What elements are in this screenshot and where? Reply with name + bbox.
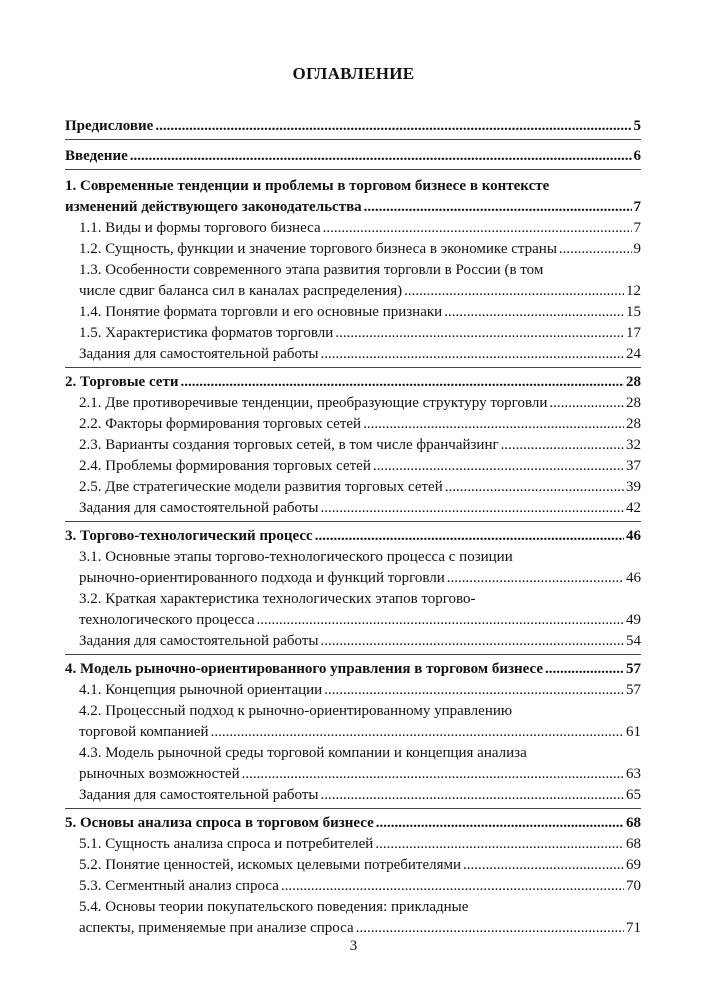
leader-dots: [356, 918, 624, 939]
leader-dots: [242, 764, 624, 785]
toc-page-number: 57: [626, 682, 641, 698]
toc-entry-title: рыночных возможностей: [79, 766, 240, 782]
leader-dots: [463, 855, 624, 876]
toc-entry-2-4[interactable]: [65, 456, 641, 477]
toc-entry-1-1[interactable]: [65, 218, 641, 239]
toc-entry-title: Задания для самостоятельной работы: [79, 633, 319, 649]
toc-entry-chapter-1[interactable]: [65, 176, 641, 218]
toc-entry-title: технологического процесса: [79, 612, 255, 628]
toc-entry-title: 2.4. Проблемы формирования торговых сетей: [79, 458, 371, 474]
toc-page-number: 63: [626, 766, 641, 782]
toc-entry-preface[interactable]: [65, 110, 641, 140]
toc-entry-2-1[interactable]: [65, 393, 641, 414]
toc-entry-title: 5.3. Сегментный анализ спроса: [79, 878, 279, 894]
toc-entry-title: 5. Основы анализа спроса в торговом бизнесе: [65, 815, 374, 831]
toc-entry-title-line: 3.2. Краткая характеристика технологических этапов торгово-: [79, 591, 476, 607]
toc-entry-4-2[interactable]: [65, 701, 641, 743]
toc-entry-5-3[interactable]: [65, 876, 641, 897]
toc-entry-1-4[interactable]: [65, 302, 641, 323]
toc-entry-title-line: 5.4. Основы теории покупательского поведения: прикладные: [79, 899, 469, 915]
toc-chapter-2-group: [65, 368, 641, 522]
toc-entry-title-line: 1.3. Особенности современного этапа развития торговли в России (в том: [79, 262, 544, 278]
toc-entry-title-line: 4.2. Процессный подход к рыночно-ориентированному управлению: [79, 703, 513, 719]
toc-page-number: 68: [626, 815, 641, 831]
toc-entry-1-tasks[interactable]: [65, 344, 641, 365]
toc-entry-5-4[interactable]: [65, 897, 641, 939]
toc-page-number: 32: [626, 437, 641, 453]
toc-page-number: 65: [626, 787, 641, 803]
toc-page-number: 61: [626, 724, 641, 740]
leader-dots: [545, 659, 624, 680]
toc-entry-title: Введение: [65, 148, 128, 164]
leader-dots: [324, 680, 624, 701]
leader-dots: [559, 239, 632, 260]
toc-page-number: 28: [626, 416, 641, 432]
toc-page-number: 37: [626, 458, 641, 474]
toc-entry-title: рыночно-ориентированного подхода и функций торговли: [79, 570, 445, 586]
leader-dots: [375, 834, 624, 855]
leader-dots: [373, 456, 624, 477]
toc-entry-title: 4.1. Концепция рыночной ориентации: [79, 682, 323, 698]
toc-entry-title: 5.2. Понятие ценностей, искомых целевыми потребителями: [79, 857, 462, 873]
toc-entry-4-tasks[interactable]: [65, 785, 641, 806]
toc-page-number: 15: [626, 304, 641, 320]
toc-chapter-5-group: [65, 809, 641, 939]
leader-dots: [281, 876, 624, 897]
toc-chapter-4-group: [65, 655, 641, 809]
toc-entry-title: 2.1. Две противоречивые тенденции, преобразующие структуру торговли: [79, 395, 548, 411]
toc-page-number: 71: [626, 920, 641, 936]
toc-entry-chapter-5[interactable]: [65, 813, 641, 834]
leader-dots: [321, 631, 625, 652]
toc-page-number: 7: [633, 199, 641, 215]
toc-page-number: 39: [626, 479, 641, 495]
leader-dots: [363, 414, 624, 435]
toc-entry-2-tasks[interactable]: [65, 498, 641, 519]
toc-entry-title: 4. Модель рыночно-ориентированного управления в торговом бизнесе: [65, 661, 543, 677]
toc-page-number: 12: [626, 283, 641, 299]
toc-page-number: 9: [633, 241, 641, 257]
toc-page-number: 42: [626, 500, 641, 516]
toc-entry-3-tasks[interactable]: [65, 631, 641, 652]
toc-entry-chapter-3[interactable]: [65, 526, 641, 547]
toc-page-number: 46: [626, 570, 641, 586]
toc-entry-title: 3. Торгово-технологический процесс: [65, 528, 313, 544]
toc-entry-title: Задания для самостоятельной работы: [79, 787, 319, 803]
leader-dots: [404, 281, 624, 302]
toc-page-number: 69: [626, 857, 641, 873]
toc-entry-title: числе сдвиг баланса сил в каналах распределения): [79, 283, 403, 299]
leader-dots: [130, 146, 632, 167]
leader-dots: [323, 218, 632, 239]
toc-page-number: 68: [626, 836, 641, 852]
toc-entry-title: 2.2. Факторы формирования торговых сетей: [79, 416, 362, 432]
leader-dots: [376, 813, 624, 834]
leader-dots: [180, 372, 624, 393]
toc-entry-title: 1.5. Характеристика форматов торговли: [79, 325, 334, 341]
leader-dots: [315, 526, 624, 547]
toc-entry-title: 5.1. Сущность анализа спроса и потребителей: [79, 836, 374, 852]
toc-entry-2-3[interactable]: [65, 435, 641, 456]
toc-page-number: 46: [626, 528, 641, 544]
toc-page-number: 49: [626, 612, 641, 628]
toc-entry-chapter-4[interactable]: [65, 659, 641, 680]
leader-dots: [445, 477, 624, 498]
leader-dots: [444, 302, 624, 323]
toc-chapter-3-group: [65, 522, 641, 655]
toc-page-number: 7: [633, 220, 641, 236]
page-number: 3: [349, 938, 358, 954]
leader-dots: [321, 785, 625, 806]
toc-page-number: 57: [626, 661, 641, 677]
leader-dots: [447, 568, 624, 589]
toc-entry-title: 1.2. Сущность, функции и значение торгового бизнеса в экономике страны: [79, 241, 557, 257]
toc-page-number: 17: [626, 325, 641, 341]
toc-entry-3-2[interactable]: [65, 589, 641, 631]
leader-dots: [335, 323, 624, 344]
toc-entry-title: Задания для самостоятельной работы: [79, 500, 319, 516]
toc-entry-5-2[interactable]: [65, 855, 641, 876]
leader-dots: [321, 498, 625, 519]
table-of-contents: [65, 110, 641, 939]
toc-entry-title-line: 4.3. Модель рыночной среды торговой компании и концепция анализа: [79, 745, 527, 761]
toc-page-number: 28: [626, 374, 641, 390]
leader-dots: [549, 393, 624, 414]
leader-dots: [364, 197, 632, 218]
toc-entry-3-1[interactable]: [65, 547, 641, 589]
toc-entry-introduction[interactable]: [65, 140, 641, 170]
toc-entry-title: аспекты, применяемые при анализе спроса: [79, 920, 354, 936]
toc-entry-title: торговой компанией: [79, 724, 209, 740]
toc-entry-title: Предисловие: [65, 118, 154, 134]
leader-dots: [257, 610, 624, 631]
toc-chapter-1-group: [65, 170, 641, 368]
toc-entry-title: изменений действующего законодательства: [65, 199, 362, 215]
toc-entry-title-line: 3.1. Основные этапы торгово-технологического процесса с позиции: [79, 549, 513, 565]
leader-dots: [321, 344, 625, 365]
toc-entry-title-line: 1. Современные тенденции и проблемы в торговом бизнесе в контексте: [65, 178, 550, 194]
toc-entry-1-2[interactable]: [65, 239, 641, 260]
toc-page-number: 24: [626, 346, 641, 362]
toc-entry-title: 2.5. Две стратегические модели развития торговых сетей: [79, 479, 443, 495]
toc-entry-4-3[interactable]: [65, 743, 641, 785]
toc-entry-5-1[interactable]: [65, 834, 641, 855]
toc-entry-2-2[interactable]: [65, 414, 641, 435]
leader-dots: [211, 722, 624, 743]
toc-entry-1-5[interactable]: [65, 323, 641, 344]
toc-page-number: 28: [626, 395, 641, 411]
toc-page-number: 6: [633, 148, 641, 164]
toc-entry-1-3[interactable]: [65, 260, 641, 302]
leader-dots: [155, 116, 631, 137]
toc-page-number: 54: [626, 633, 641, 649]
toc-entry-chapter-2[interactable]: [65, 372, 641, 393]
toc-entry-title: Задания для самостоятельной работы: [79, 346, 319, 362]
toc-entry-title: 2.3. Варианты создания торговых сетей, в том числе франчайзинг: [79, 437, 499, 453]
toc-entry-title: 1.4. Понятие формата торговли и его основные признаки: [79, 304, 443, 320]
leader-dots: [501, 435, 624, 456]
page-title: ОГЛАВЛЕНИЕ: [292, 64, 415, 83]
toc-entry-4-1[interactable]: [65, 680, 641, 701]
toc-page-number: 70: [626, 878, 641, 894]
toc-page-number: 5: [633, 118, 641, 134]
toc-entry-title: 2. Торговые сети: [65, 374, 179, 390]
toc-entry-2-5[interactable]: [65, 477, 641, 498]
toc-entry-title: 1.1. Виды и формы торгового бизнеса: [79, 220, 321, 236]
